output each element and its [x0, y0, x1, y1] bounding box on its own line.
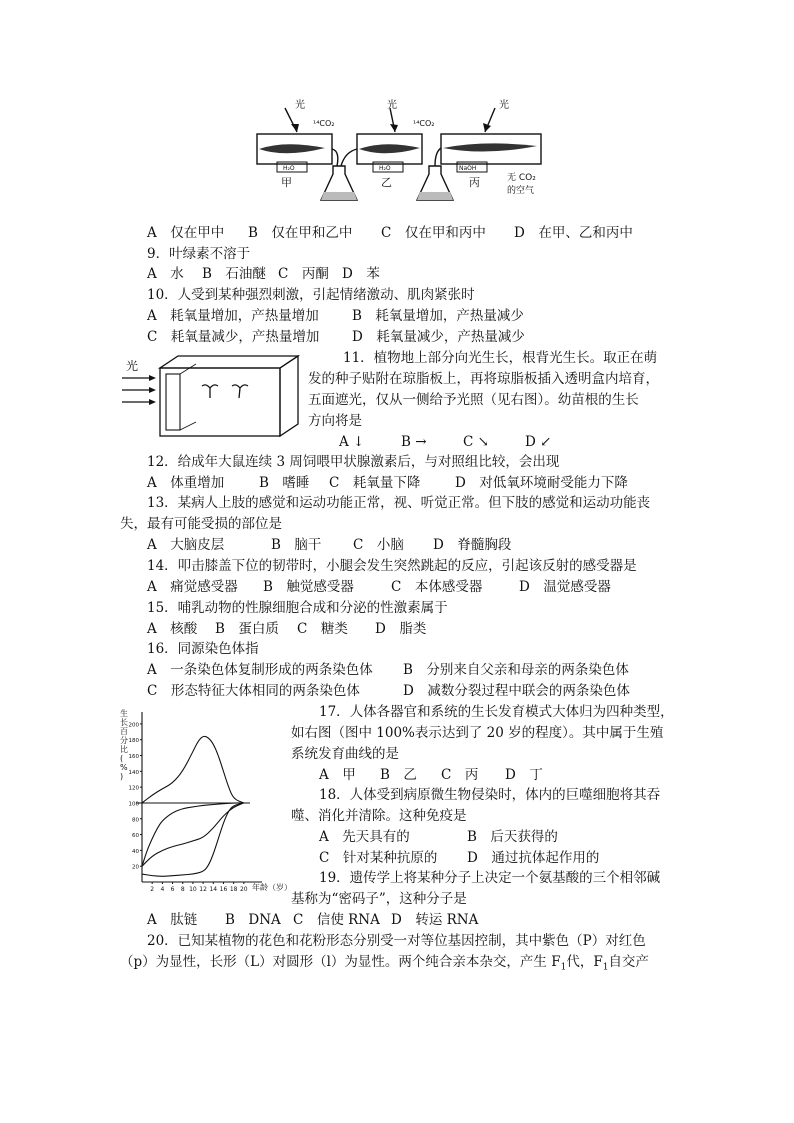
x-tick-label: 4: [160, 886, 165, 893]
q11-line-3: 五面遮光，仅从一侧给予光照（见右图）。幼苗根的生长: [308, 392, 639, 408]
q14-option-c[interactable]: C 本体感受器: [391, 579, 483, 595]
x-tick-label: 18: [229, 886, 238, 893]
q20-text-b: 代，F: [566, 954, 603, 970]
q20-sub-2: 1: [602, 962, 609, 973]
q17-line-3: 系统发育曲线的是: [291, 746, 399, 762]
q18-option-b[interactable]: B 后天获得的: [467, 829, 558, 845]
q13-line-1: 13．某病人上肢的感觉和运动功能正常，视、听觉正常。但下肢的感觉和运动功能丧: [147, 495, 651, 511]
no-co2-label: 无 CO₂: [507, 173, 536, 183]
q15-stem: 15．哺乳动物的性腺细胞合成和分泌的性激素属于: [147, 600, 448, 616]
q11-option-b[interactable]: B →: [401, 434, 427, 450]
q20-text-a: （p）为显性，长形（L）对圆形（l）为显性。两个纯合亲本杂交，产生 F: [120, 954, 561, 970]
q8-option-b[interactable]: B 仅在甲和乙中: [248, 225, 353, 241]
q16-option-a[interactable]: A 一条染色体复制形成的两条染色体: [147, 662, 373, 678]
q17-options: [319, 766, 543, 784]
q16-option-d[interactable]: D 减数分裂过程中联会的两条染色体: [403, 683, 630, 699]
q17-line-1: 17．人体各器官和系统的生长发育模式大体归为四种类型，: [319, 704, 674, 720]
q8-option-d[interactable]: D 在甲、乙和丙中: [514, 225, 633, 241]
q19-option-b[interactable]: B DNA: [225, 912, 281, 928]
q8-option-a[interactable]: A 仅在甲中: [147, 225, 225, 241]
q9-option-c[interactable]: C 丙酮: [278, 266, 329, 282]
y-tick-label: 60: [132, 833, 139, 840]
q14-stem: 14．叩击膝盖下位的韧带时，小腿会发生突然跳起的反应，引起该反射的感受器是: [147, 558, 637, 574]
q19-line-2: 基称为“密码子”，这种分子是: [291, 891, 467, 907]
q10-options-row1: [147, 307, 524, 325]
q10-option-a[interactable]: A 耗氧量增加，产热量增加: [147, 308, 319, 324]
q18-option-c[interactable]: C 针对某种抗原的: [319, 850, 438, 866]
q10-option-c[interactable]: C 耗氧量减少，产热量增加: [147, 329, 320, 345]
x-axis-label: 年龄（岁）: [252, 883, 292, 892]
label-bing: 丙: [469, 176, 480, 189]
q12-option-a[interactable]: A 体重增加: [147, 475, 225, 491]
q18-options-row1: [319, 828, 558, 846]
q18-options-row2: [319, 849, 599, 867]
q13-options: [147, 536, 511, 554]
q13-option-c[interactable]: C 小脑: [353, 537, 404, 553]
light-label-1: 光: [295, 100, 305, 111]
y-tick-label: 100: [128, 801, 139, 808]
q15-option-d[interactable]: D 脂类: [375, 621, 427, 637]
q9-options: [147, 265, 380, 283]
q16-stem: 16．同源染色体指: [147, 641, 259, 657]
q9-option-b[interactable]: B 石油醚: [202, 266, 266, 282]
q19-option-a[interactable]: A 肽链: [147, 912, 198, 928]
q17-option-d[interactable]: D 丁: [505, 767, 543, 783]
light-label-2: 光: [387, 100, 397, 111]
x-tick-label: 20: [239, 886, 248, 893]
y-tick-label: 80: [132, 817, 139, 824]
q16-option-b[interactable]: B 分别来自父亲和母亲的两条染色体: [403, 662, 629, 678]
y-tick-label: 120: [128, 785, 139, 792]
x-tick-label: 10: [189, 886, 197, 893]
x-tick-label: 16: [219, 886, 228, 893]
naoh-label: NaOH: [459, 165, 477, 172]
co2-label-2: ¹⁴CO₂: [413, 119, 435, 128]
q20-line-1: 20．已知某植物的花色和花粉形态分别受一对等位基因控制，其中紫色（P）对红色: [147, 933, 646, 949]
q12-options: [147, 474, 628, 492]
light-label: 光: [126, 359, 139, 373]
label-jia: 甲: [281, 176, 292, 189]
x-tick-label: 12: [199, 886, 207, 893]
q14-option-d[interactable]: D 温觉感受器: [519, 579, 611, 595]
q20-line-2: [120, 953, 649, 977]
q8-option-c[interactable]: C 仅在甲和丙中: [381, 225, 486, 241]
q10-option-d[interactable]: D 耗氧量减少，产热量减少: [352, 329, 525, 345]
q19-options: [147, 911, 478, 929]
q12-option-d[interactable]: D 对低氧环境耐受能力下降: [455, 475, 628, 491]
q20-text-c: 自交产: [608, 954, 649, 970]
q15-option-c[interactable]: C 糖类: [297, 621, 348, 637]
q14-option-b[interactable]: B 触觉感受器: [263, 579, 354, 595]
light-label-3: 光: [499, 100, 509, 111]
x-tick-label: 14: [209, 886, 218, 893]
y-tick-label: 200: [128, 722, 139, 729]
q14-option-a[interactable]: A 痛觉感受器: [147, 579, 238, 595]
q14-options: [147, 578, 611, 596]
y-tick-label: 40: [132, 848, 139, 855]
q15-option-b[interactable]: B 蛋白质: [215, 621, 279, 637]
q17-option-c[interactable]: C 丙: [441, 767, 479, 783]
q13-option-b[interactable]: B 脑干: [271, 537, 322, 553]
q13-option-d[interactable]: D 脊髓胸段: [433, 537, 512, 553]
q15-option-a[interactable]: A 核酸: [147, 621, 198, 637]
x-tick-label: 2: [150, 886, 155, 893]
air-label: 的空气: [507, 186, 535, 196]
q12-option-b[interactable]: B 嗜睡: [259, 475, 310, 491]
growth-curve-1: [142, 736, 244, 803]
q11-line-2: 发的种子贴附在琼脂板上，再将琼脂板插入透明盒内培育，: [308, 371, 659, 387]
q19-option-c[interactable]: C 信使 RNA: [293, 912, 380, 928]
q18-line-2: 噬、消化并清除。这种免疫是: [291, 808, 467, 824]
co2-label-1: ¹⁴CO₂: [313, 119, 335, 128]
q12-stem: 12．给成年大鼠连续 3 周饲喂甲状腺激素后，与对照组比较，会出现: [147, 454, 560, 470]
q18-option-a[interactable]: A 先天具有的: [319, 829, 410, 845]
q9-option-a[interactable]: A 水: [147, 266, 184, 282]
q16-option-c[interactable]: C 形态特征大体相同的两条染色体: [147, 683, 360, 699]
q15-options: [147, 620, 426, 638]
q10-option-b[interactable]: B 耗氧量增加，产热量减少: [352, 308, 524, 324]
photosynthesis-apparatus-figure: [245, 96, 555, 206]
x-tick-label: 8: [180, 886, 185, 893]
q10-stem: 10．人受到某种强烈刺激，引起情绪激动、肌肉紧张时: [147, 287, 475, 303]
y-tick-label: 180: [128, 738, 139, 745]
q19-option-d[interactable]: D 转运 RNA: [391, 912, 479, 928]
q9-stem: 9．叶绿素不溶于: [147, 246, 251, 262]
q11-options: [339, 433, 551, 451]
q11-option-a[interactable]: A ↓: [339, 434, 365, 450]
q17-line-2: 如右图（图中 100%表示达到了 20 岁的程度）。其中属于生殖: [291, 725, 664, 741]
q11-option-c[interactable]: C ↘: [463, 434, 489, 450]
q11-line-4: 方向将是: [308, 413, 362, 429]
q16-options-row2: [147, 682, 630, 700]
label-yi: 乙: [381, 176, 392, 189]
q9-option-d[interactable]: D 苯: [342, 266, 380, 282]
growth-curve-4: [142, 803, 244, 876]
x-tick-label: 6: [170, 886, 175, 893]
q13-option-a[interactable]: A 大脑皮层: [147, 537, 225, 553]
h2o-label-1: H₂O: [283, 165, 295, 172]
seedling-box-figure: [118, 350, 308, 442]
q16-options-row1: [147, 661, 629, 679]
q18-line-1: 18．人体受到病原微生物侵染时，体内的巨噬细胞将其吞: [319, 787, 661, 803]
q8-options: [147, 224, 633, 242]
h2o-label-2: H₂O: [379, 165, 391, 172]
q19-line-1: 19．遗传学上将某种分子上决定一个氨基酸的三个相邻碱: [319, 870, 661, 886]
growth-curve-chart: [114, 704, 292, 896]
y-tick-label: 160: [128, 754, 139, 761]
q12-option-c[interactable]: C 耗氧量下降: [329, 475, 421, 491]
q10-options-row2: [147, 328, 525, 346]
q13-line-2: 失，最有可能受损的部位是: [120, 516, 282, 532]
y-axis-label-1: 生长百分比( % ): [120, 709, 128, 781]
q20-sub-1: 1: [560, 962, 567, 973]
q18-option-d[interactable]: D 通过抗体起作用的: [467, 850, 600, 866]
q17-option-b[interactable]: B 乙: [380, 767, 417, 783]
q11-option-d[interactable]: D ↙: [525, 434, 552, 450]
y-tick-label: 140: [128, 769, 139, 776]
q11-line-1: 11．植物地上部分向光生长，根背光生长。取正在萌: [343, 350, 658, 366]
y-tick-label: 20: [132, 864, 139, 871]
q17-option-a[interactable]: A 甲: [319, 767, 356, 783]
